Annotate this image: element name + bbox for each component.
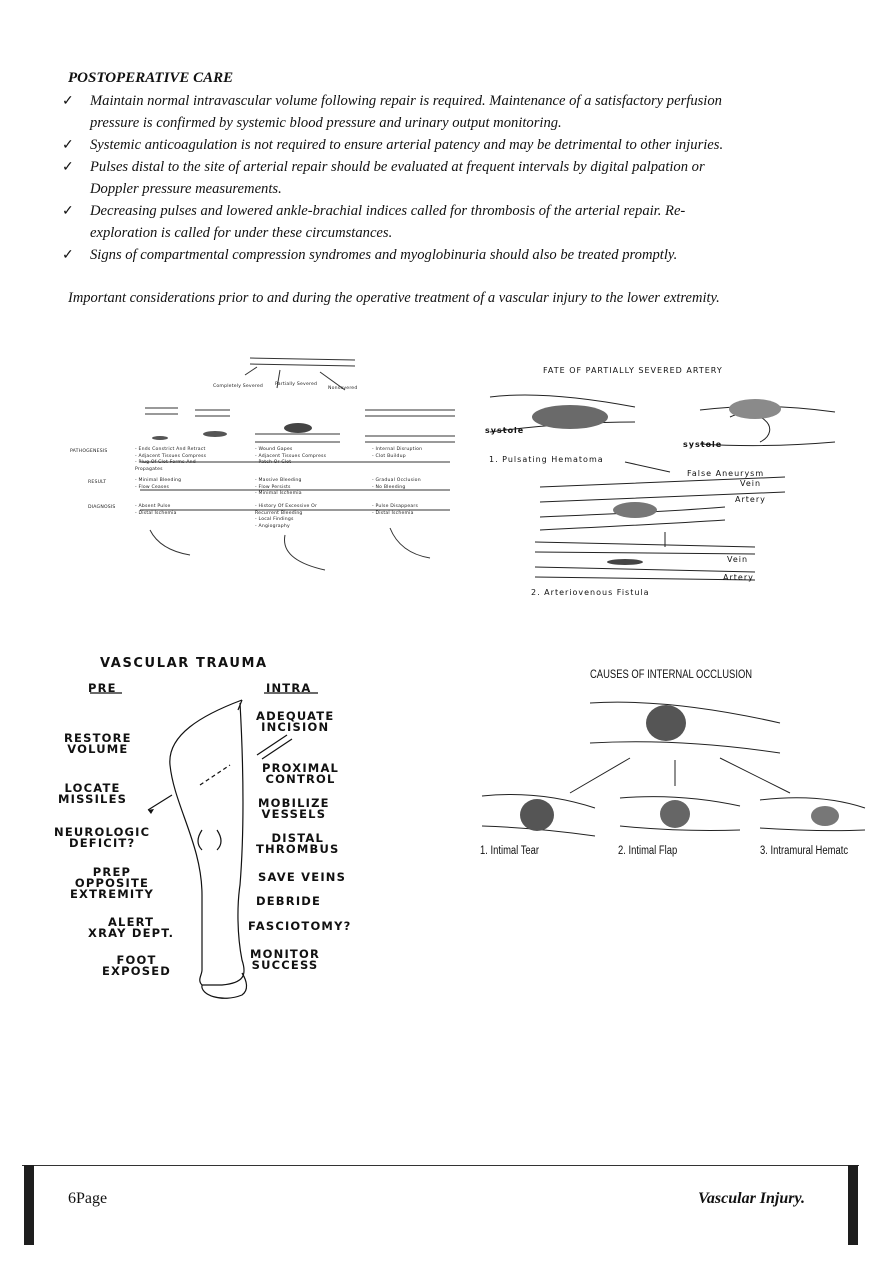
text-line: - Flow Persists [255,484,291,490]
pre-item-prep-extremity: PREP OPPOSITE EXTREMITY [70,865,154,901]
pre-item-locate-missiles: LOCATE MISSILES [58,781,128,806]
list-item-line: pressure is confirmed by systemic blood pressure and urinary output monitoring. [90,114,562,131]
intra-item-monitor-success: MONITOR SUCCESS [250,947,320,972]
label-systole-left: systole [485,426,525,435]
footer-bar-left [24,1165,34,1245]
text-line: - Wound Gapes [255,447,293,452]
caption-intimal-tear: 1. Intimal Tear [480,845,540,857]
text-line: - Ends Constrict And Retract [135,447,206,452]
column-heading-pre: PRE [88,681,117,695]
column-heading-intra: INTRA [266,681,312,695]
text-line: - History Of Excessive Or [255,504,318,509]
page-number: 6Page [68,1190,108,1207]
list-item-line: exploration is called for under these circumstances. [90,224,393,241]
col2-pathogenesis [255,447,326,467]
intra-item-mobilize-vessels: MOBILIZE VESSELS [258,796,330,821]
text-line: - Pulse Disappears [372,504,419,509]
text-line: - Plug Of Clot Forms And [135,460,196,466]
text-line: - Local Findings [255,517,294,523]
caption-intramural-hematoma: 3. Intramural Hematc [760,845,849,857]
list-item [62,135,822,157]
footer-title: Vascular Injury. [698,1190,805,1207]
label-systole-right: systole [683,440,723,449]
list-item [62,245,822,267]
text-line: - Internal Disruption [372,447,423,452]
intra-item-save-veins: SAVE VEINS [258,870,347,884]
col1-diagnosis [135,504,177,517]
footer-divider [22,1165,859,1166]
list-item-line: Signs of compartmental compression syndromes and myoglobinuria should also be treated promptly. [90,247,678,263]
intra-item-debride: DEBRIDE [256,894,322,908]
checkmark-icon: ✓ [62,94,74,109]
fate-artery-figure [485,362,855,602]
intra-item-fasciotomy: FASCIOTOMY? [248,919,352,933]
figure-note: Important considerations prior to and during the operative treatment of a vascular injury to the lower extremity. [68,290,720,306]
col1-pathogenesis [135,447,206,473]
text-line: - Adjacent Tissues Compress [255,453,327,459]
text-line: - No Bleeding [372,484,406,490]
label-partially-severed: Partially Severed [275,382,318,387]
list-item [62,201,822,244]
checkmark-icon: ✓ [62,138,74,153]
row-label-pathogenesis: PATHOGENESIS [70,449,108,454]
pre-item-alert-xray: ALERT XRAY DEPT. [88,915,175,940]
list-item-line: Doppler pressure measurements. [90,180,282,197]
label-artery: Artery [723,573,754,582]
col3-diagnosis [372,504,418,517]
arterial-injury-figure [70,350,460,580]
checkmark-icon: ✓ [62,204,74,219]
figure-title: CAUSES OF INTERNAL OCCLUSION [590,669,753,681]
label-completely-severed: Completely Severed [213,384,264,389]
text-line: - Clot Buildup [372,453,406,459]
col2-diagnosis [255,504,317,530]
list-item [62,157,822,200]
list-item [62,91,822,134]
label-vein: Vein [727,555,749,564]
pre-item-foot-exposed: FOOT EXPOSED [102,953,172,978]
intra-item-proximal-control: PROXIMAL CONTROL [262,761,340,786]
section-title: POSTOPERATIVE CARE [68,70,234,86]
pre-item-restore-volume: RESTORE VOLUME [64,731,132,756]
checkmark-icon: ✓ [62,160,74,175]
text-line: - Massive Bleeding [255,478,302,483]
intra-item-distal-thrombus: DISTAL THROMBUS [256,831,340,856]
text-line: - Absent Pulse [135,504,171,509]
checkmark-icon: ✓ [62,248,74,263]
artery-hematoma-sketch-icon [485,362,855,602]
list-item-line: Maintain normal intravascular volume following repair is required. Maintenance of a satisfactory perfusion [90,93,722,109]
text-line: - Patch Or Clot [255,460,292,466]
row-label-diagnosis: DIAGNOSIS [88,505,116,510]
list-item-line: Decreasing pulses and lowered ankle-brachial indices called for thrombosis of the arterial repair. Re- [90,203,686,219]
list-item-line: Systemic anticoagulation is not required to ensure arterial patency and may be detrimental to other injuries. [90,137,724,153]
occlusion-sketch-icon [480,668,870,868]
text-line: Propagates [135,466,163,472]
text-line: - Minimal Ischemia [255,491,302,497]
label-av-fistula: 2. Arteriovenous Fistula [531,588,650,597]
col3-result [372,478,421,491]
pre-item-neurologic-deficit: NEUROLOGIC DEFICIT? [54,825,151,850]
text-line: - Distal Ischemia [135,510,177,516]
intra-item-adequate-incision: ADEQUATE INCISION [256,709,335,734]
list-item-line: Pulses distal to the site of arterial repair should be evaluated at frequent intervals by digital palpation or [90,159,705,175]
figure-title: VASCULAR TRAUMA [100,656,268,671]
text-line: - Distal Ischemia [372,510,414,516]
label-nonsevered: Nonsevered [328,386,358,391]
text-line: - Angiography [255,523,290,529]
label-vein: Vein [740,479,762,488]
row-label-result: RESULT [88,480,107,485]
label-false-aneurysm: False Aneurysm [687,469,765,478]
text-line: - Adjacent Tissues Compress [135,453,207,459]
col2-result [255,478,302,498]
vascular-trauma-figure [52,655,382,1025]
text-line: - Gradual Occlusion [372,478,421,483]
col3-pathogenesis [372,447,422,460]
text-line: Recurrent Bleeding [255,510,303,516]
label-artery: Artery [735,495,766,504]
caption-intimal-flap: 2. Intimal Flap [618,845,678,857]
internal-occlusion-figure [480,668,870,868]
text-line: - Flow Ceases [135,484,170,490]
text-line: - Minimal Bleeding [135,478,182,483]
label-pulsating-hematoma: 1. Pulsating Hematoma [489,455,604,464]
footer-bar-right [848,1165,858,1245]
col1-result [135,478,181,491]
figure-title: FATE OF PARTIALLY SEVERED ARTERY [543,366,723,375]
